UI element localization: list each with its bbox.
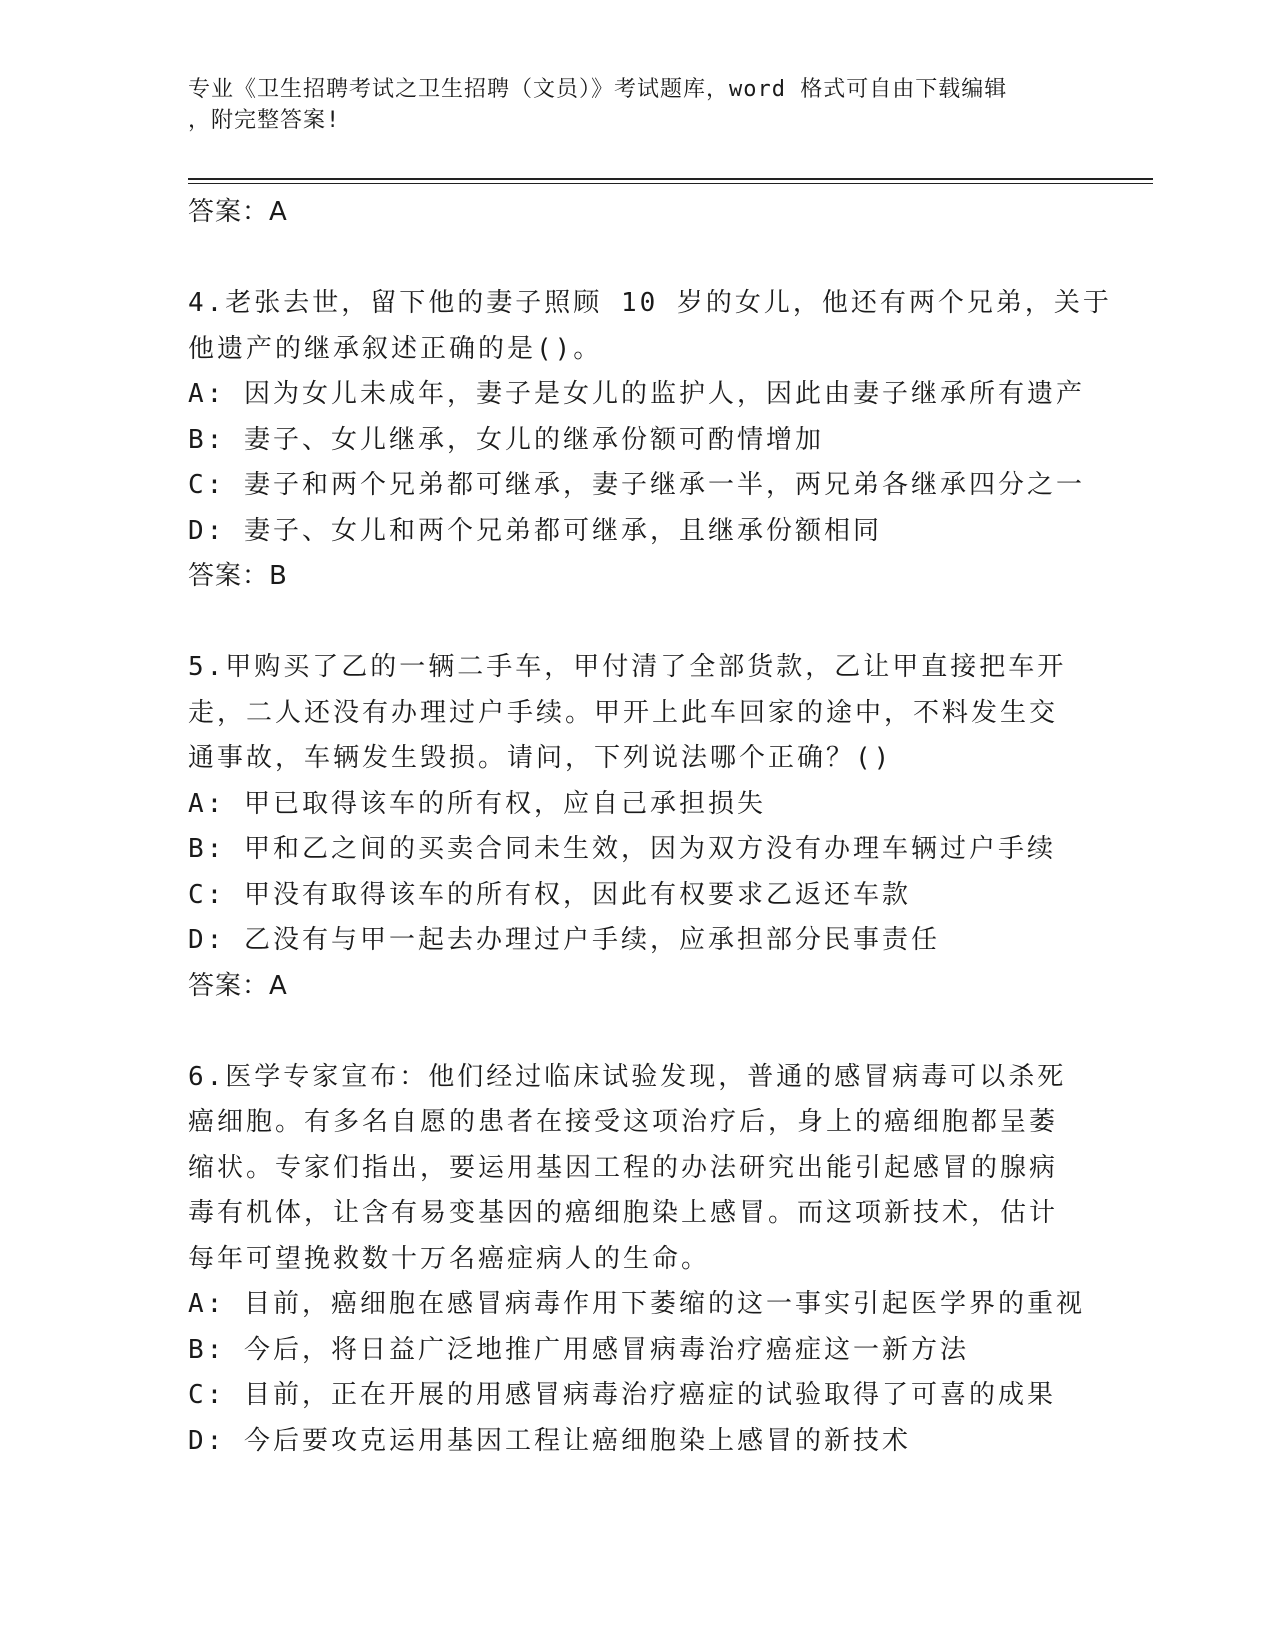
option-b: B: 甲和乙之间的买卖合同未生效，因为双方没有办理车辆过户手续 <box>188 834 1056 864</box>
option-b: B: 妻子、女儿继承，女儿的继承份额可酌情增加 <box>188 424 824 455</box>
option-a: A: 因为女儿未成年，妻子是女儿的监护人，因此由妻子继承所有遗产 <box>188 379 1085 409</box>
header-rule-thick <box>188 178 1153 180</box>
spacer <box>188 1009 1088 1055</box>
header-rule-thin <box>188 183 1153 184</box>
question-stem-line: 他遗产的继承叙述正确的是()。 <box>188 333 603 364</box>
option-b: B: 今后，将日益广泛地推广用感冒病毒治疗癌症这一新方法 <box>188 1334 969 1365</box>
option-d: D: 乙没有与甲一起去办理过户手续，应承担部分民事责任 <box>188 925 940 955</box>
option-d: D: 妻子、女儿和两个兄弟都可继承，且继承份额相同 <box>188 515 882 546</box>
option-d: D: 今后要攻克运用基因工程让癌细胞染上感冒的新技术 <box>188 1425 911 1456</box>
answer: 答案：A <box>188 970 288 1001</box>
question-stem-line: 通事故，车辆发生毁损。请问，下列说法哪个正确？() <box>188 743 893 773</box>
question-stem-line: 缩状。专家们指出，要运用基因工程的办法研究出能引起感冒的腺病 <box>188 1152 1059 1183</box>
question-stem-line: 毒有机体，让含有易变基因的癌细胞染上感冒。而这项新技术，估计 <box>188 1198 1059 1228</box>
option-c: C: 妻子和两个兄弟都可继承，妻子继承一半，两兄弟各继承四分之一 <box>188 470 1085 500</box>
header-line-2: ，附完整答案! <box>188 108 341 133</box>
option-c: C: 目前，正在开展的用感冒病毒治疗癌症的试验取得了可喜的成果 <box>188 1380 1056 1410</box>
header-line-1: 专业《卫生招聘考试之卫生招聘（文员）》考试题库，word 格式可自由下载编辑 <box>188 77 1008 102</box>
question-stem-line: 5.甲购买了乙的一辆二手车，甲付清了全部货款，乙让甲直接把车开 <box>188 652 1067 682</box>
option-a: A: 甲已取得该车的所有权，应自己承担损失 <box>188 788 766 819</box>
spacer <box>188 236 1088 282</box>
page-header <box>188 74 1068 136</box>
question-content <box>188 190 1112 1464</box>
answer: 答案：B <box>188 561 288 591</box>
question-stem-line: 6.医学专家宣布：他们经过临床试验发现，普通的感冒病毒可以杀死 <box>188 1061 1067 1092</box>
question-stem-line: 4.老张去世，留下他的妻子照顾 10 岁的女儿，他还有两个兄弟，关于 <box>188 288 1112 318</box>
question-stem-line: 走，二人还没有办理过户手续。甲开上此车回家的途中，不料发生交 <box>188 697 1059 728</box>
question-stem-line: 癌细胞。有多名自愿的患者在接受这项治疗后，身上的癌细胞都呈萎 <box>188 1107 1059 1137</box>
question-stem-line: 每年可望挽救数十万名癌症病人的生命。 <box>188 1243 711 1274</box>
question-6 <box>188 1055 1088 1465</box>
option-a: A: 目前，癌细胞在感冒病毒作用下萎缩的这一事实引起医学界的重视 <box>188 1289 1085 1319</box>
question-5 <box>188 645 1088 1009</box>
spacer <box>188 600 1088 646</box>
option-c: C: 甲没有取得该车的所有权，因此有权要求乙返还车款 <box>188 879 911 910</box>
previous-answer: 答案：A <box>188 197 288 227</box>
question-4 <box>188 281 1112 600</box>
